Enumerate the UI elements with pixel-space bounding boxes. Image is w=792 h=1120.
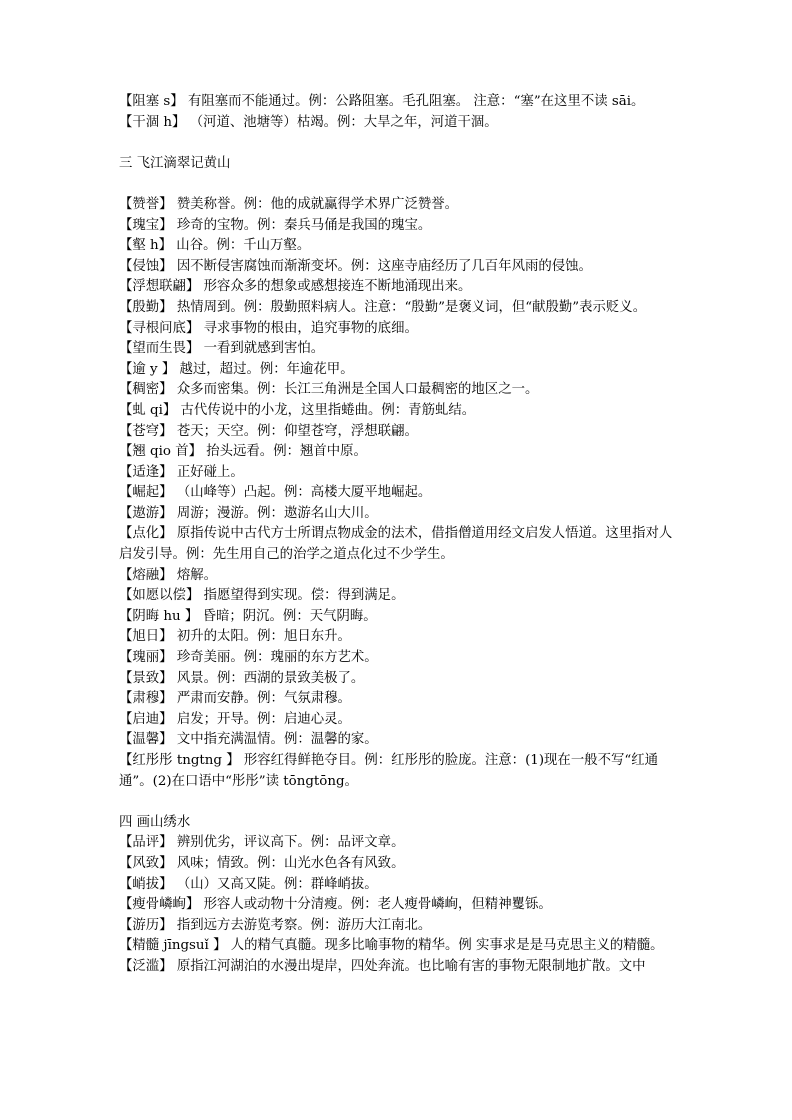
- entry-xungenwendi: 【寻根问底】 寻求事物的根由，追究事物的底细。: [119, 320, 418, 336]
- entry-yinqin: 【殷勤】 热情周到。例：殷勤照料病人。注意：“殷勤”是褒义词，但“献殷勤”表示贬义。: [119, 299, 647, 315]
- entry-fuxianglianpian: 【浮想联翩】 形容众多的想象或感想接连不断地涌现出来。: [119, 279, 472, 295]
- spacer: [119, 792, 679, 813]
- entry-choumi: 【稠密】 众多而密集。例：长江三角洲是全国人口最稠密的地区之一。: [119, 382, 539, 398]
- entry-zanyu: 【赞誉】 赞美称誉。例：他的成就赢得学术界广泛赞誉。: [119, 196, 459, 212]
- spacer: [119, 133, 679, 154]
- entry-shougulinxun: 【瘦骨嶙峋】 形容人或动物十分清瘦。例：老人瘦骨嶙峋，但精神矍铄。: [119, 897, 552, 913]
- entry-wangershengwei: 【望而生畏】 一看到就感到害怕。: [119, 341, 325, 357]
- entry-dianhua: 【点化】 原指传说中古代方士所谓点物成金的法术，借指僧道用经文启发人悟道。这里指对人启发引导。例：先生用自己的治学之道点化过不少学生。: [119, 526, 673, 563]
- entry-rongrong: 【熔融】 熔解。: [119, 567, 217, 583]
- entry-fanlan: 【泛滥】 原指江河湖泊的水漫出堤岸，四处奔流。也比喻有害的事物无限制地扩散。文中: [119, 958, 646, 974]
- section-3-title: 三 飞江滴翠记黄山: [119, 155, 231, 171]
- entry-fengzhi: 【风致】 风味；情致。例：山光水色各有风致。: [119, 855, 405, 871]
- entry-zuse: 【阻塞 s】 有阻塞而不能通过。例：公路阻塞。毛孔阻塞。 注意：“塞”在这里不读 sāi。: [119, 94, 645, 109]
- entry-qiaoba: 【峭拔】 （山）又高又陡。例：群峰峭拔。: [119, 876, 378, 892]
- entry-xuri: 【旭日】 初升的太阳。例：旭日东升。: [119, 629, 351, 645]
- entry-he: 【壑 h】 山谷。例：千山万壑。: [119, 238, 311, 254]
- document-body: [119, 92, 679, 978]
- entry-ruyuanyichang: 【如愿以偿】 指愿望得到实现。偿：得到满足。: [119, 588, 405, 604]
- entry-pinping: 【品评】 辨别优劣，评议高下。例：品评文章。: [119, 835, 405, 851]
- entry-guili: 【瑰丽】 珍奇美丽。例：瑰丽的东方艺术。: [119, 650, 378, 666]
- entry-hongtongtong: 【红彤彤 tngtng 】 形容红得鲜艳夺目。例：红彤彤的脸庞。注意：(1)现在一般不写“红通通”。(2)在口语中“彤彤”读 tōngtōng。: [119, 753, 659, 789]
- spacer: [119, 174, 679, 195]
- entry-jueqi: 【崛起】 （山峰等）凸起。例：高楼大厦平地崛起。: [119, 485, 432, 501]
- section-4-title: 四 画山绣水: [119, 814, 191, 830]
- entry-jingsui: 【精髓 jīngsuǐ 】 人的精气真髓。现多比喻事物的精华。例 实事求是是马克思主义的精髓。: [119, 938, 664, 954]
- entry-gancheng: 【干涸 h】 （河道、池塘等）枯竭。例：大旱之年，河道干涸。: [119, 114, 498, 130]
- entry-yinhui: 【阴晦 hu 】 昏暗；阴沉。例：天气阴晦。: [119, 608, 377, 624]
- entry-jingzhi: 【景致】 风景。例：西湖的景致美极了。: [119, 670, 365, 686]
- entry-guibao: 【瑰宝】 珍奇的宝物。例：秦兵马俑是我国的瑰宝。: [119, 217, 432, 233]
- entry-qinshi: 【侵蚀】 因不断侵害腐蚀而渐渐变坏。例：这座寺庙经历了几百年风雨的侵蚀。: [119, 258, 592, 274]
- entry-qidi: 【启迪】 启发；开导。例：启迪心灵。: [119, 711, 351, 727]
- entry-cangqiong: 【苍穹】 苍天；天空。例：仰望苍穹，浮想联翩。: [119, 423, 418, 439]
- entry-yu: 【逾 y 】 越过，超过。例：年逾花甲。: [119, 361, 354, 377]
- entry-wenxin: 【温馨】 文中指充满温情。例：温馨的家。: [119, 732, 378, 748]
- entry-qiaoshou: 【翘 qio 首】 抬头远看。例：翘首中原。: [119, 444, 367, 460]
- entry-youli: 【游历】 指到远方去游览考察。例：游历大江南北。: [119, 917, 432, 933]
- entry-sumu: 【肃穆】 严肃而安静。例：气氛肃穆。: [119, 691, 351, 707]
- entry-shifeng: 【适逢】 正好碰上。: [119, 464, 244, 480]
- entry-qiu: 【虬 qi】 古代传说中的小龙，这里指蜷曲。例：青筋虬结。: [119, 402, 476, 418]
- entry-aoyou: 【遨游】 周游；漫游。例：遨游名山大川。: [119, 505, 378, 521]
